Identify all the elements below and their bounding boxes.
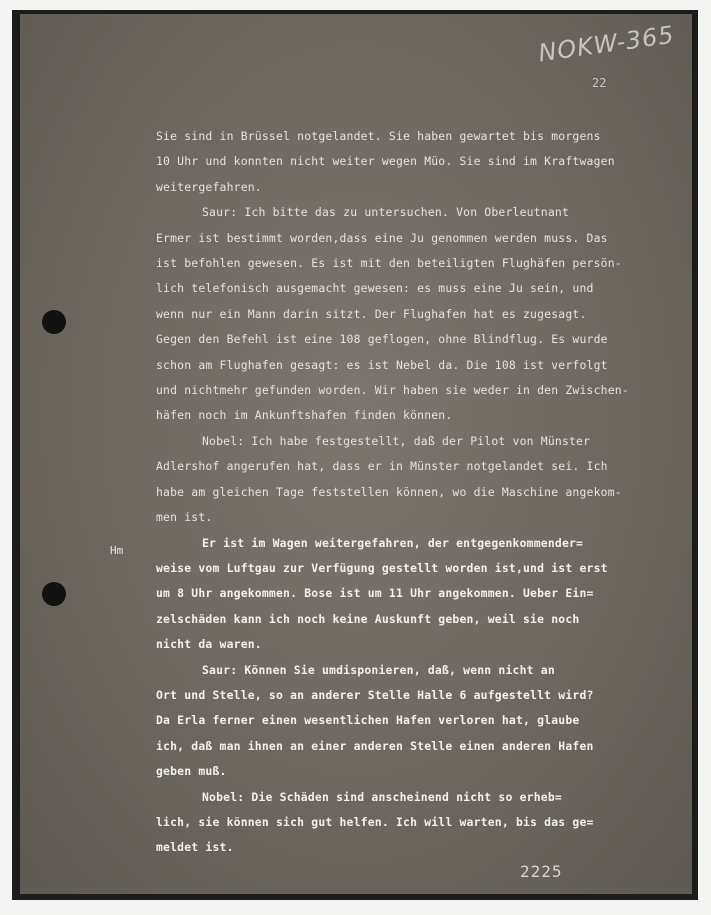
text-line: Ermer ist bestimmt worden,dass eine Ju genommen werden muss. Das bbox=[156, 230, 608, 245]
text-line: lich telefonisch ausgemacht gewesen: es muss eine Ju sein, und bbox=[156, 281, 594, 296]
text-line: men ist. bbox=[156, 510, 213, 525]
text-line: lich, sie können sich gut helfen. Ich will warten, bis das ge= bbox=[156, 814, 594, 829]
text-line: geben muß. bbox=[156, 764, 227, 779]
text-line: häfen noch im Ankunftshafen finden können. bbox=[156, 408, 453, 423]
document-body bbox=[156, 124, 651, 861]
text-line: ich, daß man ihnen an einer anderen Stelle einen anderen Hafen bbox=[156, 738, 594, 753]
text-line: weise vom Luftgau zur Verfügung gestellt worden ist,und ist erst bbox=[156, 560, 608, 575]
punch-hole-top bbox=[42, 310, 66, 334]
text-line: weitergefahren. bbox=[156, 179, 262, 194]
text-line: Sie sind in Brüssel notgelandet. Sie haben gewartet bis morgens bbox=[156, 129, 601, 143]
punch-hole-bottom bbox=[42, 582, 66, 606]
text-line: zelschäden kann ich noch keine Auskunft geben, weil sie noch bbox=[156, 611, 580, 626]
margin-note: Hm bbox=[110, 544, 124, 557]
text-line: nicht da waren. bbox=[156, 637, 262, 652]
text-line: um 8 Uhr angekommen. Bose ist um 11 Uhr angekommen. Ueber Ein= bbox=[156, 586, 594, 601]
text-line: Gegen den Befehl ist eine 108 geflogen, ohne Blindflug. Es wurde bbox=[156, 332, 608, 347]
text-line: habe am gleichen Tage feststellen können, wo die Maschine angekom- bbox=[156, 484, 622, 499]
text-line: Da Erla ferner einen wesentlichen Hafen verloren hat, glaube bbox=[156, 713, 580, 728]
text-line: Nobel: Die Schäden sind anscheinend nicht so erheb= bbox=[202, 789, 562, 804]
text-line: Adlershof angerufen hat, dass er in Münster notgelandet sei. Ich bbox=[156, 459, 608, 474]
text-line: Saur: Ich bitte das zu untersuchen. Von Oberleutnant bbox=[202, 205, 570, 220]
text-line: Er ist im Wagen weitergefahren, der entgegenkommender= bbox=[202, 535, 584, 550]
document-page bbox=[20, 14, 692, 894]
archive-stamp: NOKW-365 bbox=[536, 20, 677, 68]
text-line: ist befohlen gewesen. Es ist mit den beteiligten Flughäfen persön- bbox=[156, 256, 622, 271]
text-line: Ort und Stelle, so an anderer Stelle Halle 6 aufgestellt wird? bbox=[156, 687, 594, 702]
text-line: schon am Flughafen gesagt: es ist Nebel da. Die 108 ist verfolgt bbox=[156, 357, 608, 372]
text-line: Saur: Können Sie umdisponieren, daß, wenn nicht an bbox=[202, 662, 555, 677]
text-line: 10 Uhr und konnten nicht weiter wegen Müo. Sie sind im Kraftwagen bbox=[156, 154, 615, 169]
text-line: wenn nur ein Mann darin sitzt. Der Flughafen hat es zugesagt. bbox=[156, 306, 587, 321]
text-line: meldet ist. bbox=[156, 840, 234, 855]
text-line: und nichtmehr gefunden worden. Wir haben sie weder in den Zwischen- bbox=[156, 383, 629, 398]
page-number-top: 22 bbox=[592, 76, 607, 90]
text-line: Nobel: Ich habe festgestellt, daß der Pilot von Münster bbox=[202, 433, 591, 448]
page-number-bottom: 2225 bbox=[520, 862, 563, 881]
